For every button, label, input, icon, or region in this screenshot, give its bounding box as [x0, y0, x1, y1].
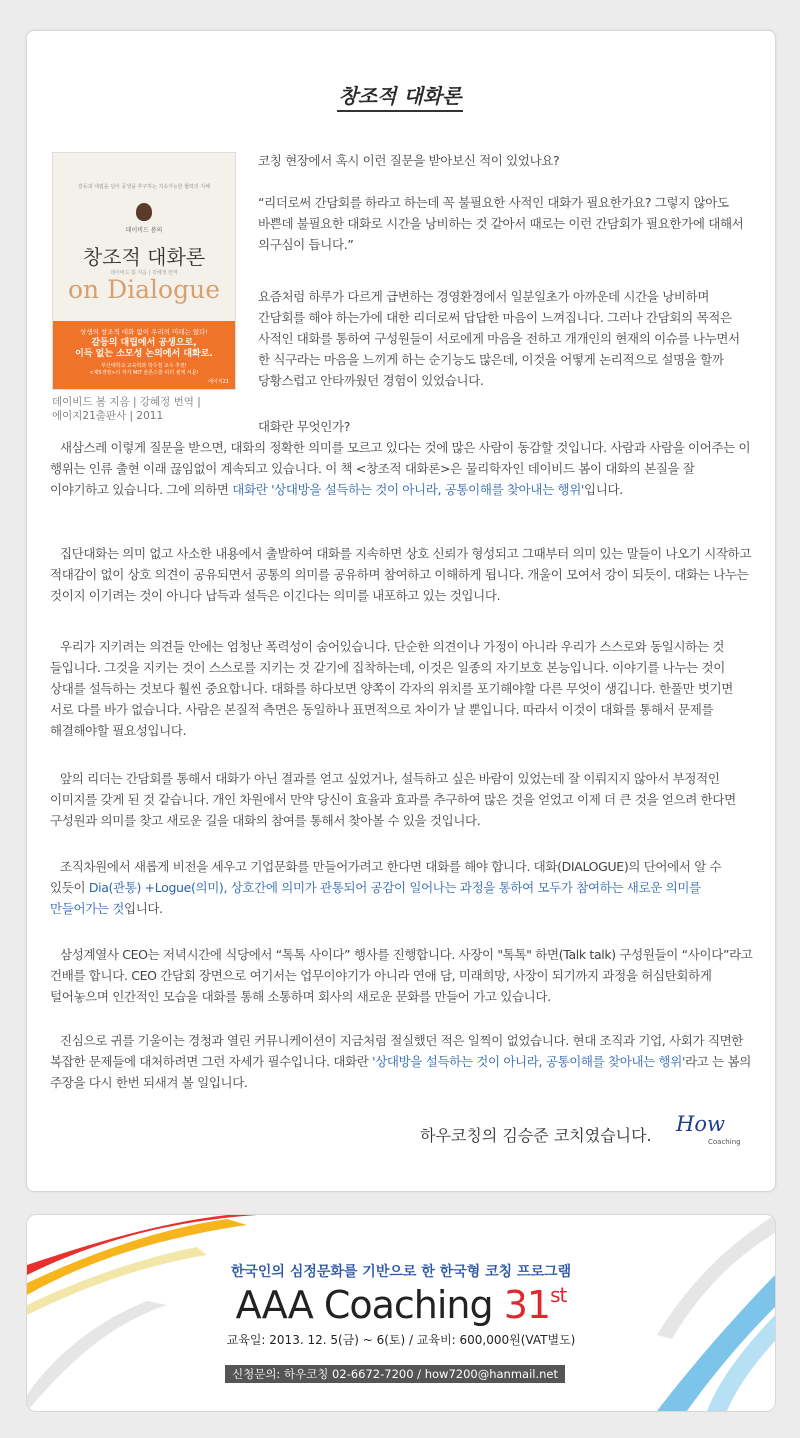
book-band	[53, 321, 235, 389]
signature-text: 하우코칭의 김승준 코치였습니다.	[420, 1126, 652, 1145]
paragraph-definition: 새삼스레 이렇게 질문을 받으면, 대화의 정확한 의미를 모르고 있다는 것에 많은 사람이 동감할 것입니다. 사람과 사람을 이어주는 이 행위는 인류 출현 이래 끊임없이 계속되고 있습니다. 이 책 <창조적 대화론>은 물리학자인 데이비드 봄이 대화의 본질을 잘 이야기하고 있습니다. 그에 의하면 대화란 '상대방을 설득하는 것이 아니라, 공통이해를 찾아내는 행위'입니다.	[50, 440, 751, 497]
paragraph-leader-result: 앞의 리더는 간담회를 통해서 대화가 아닌 결과를 얻고 싶었거나, 설득하고 싶은 바람이 있었는데 잘 이뤄지지 않아서 부정적인 이미지를 갖게 된 것 같습니다. 개인 차원에서 만약 당신이 효율과 효과를 추구하여 많은 것을 얻었고 이제 더 큰 것을 얻으려 한다면 구성원과 의미를 찾고 새로운 길을 대화의 참여를 통해서 찾아볼 수 있을 것입니다.	[50, 771, 736, 828]
paragraph-leader-quote: “리더로써 간담회를 하라고 하는데 꼭 불필요한 사적인 대화가 필요한가요? 그렇지 않아도 바쁜데 불필요한 대화로 시간을 낭비하는 것 같아서 때로는 이런 간담회가 필요한가에 대해서 의구심이 듭니다.”	[258, 195, 744, 252]
paragraph-group-dialogue: 집단대화는 의미 없고 사소한 내용에서 출발하여 대화를 지속하면 상호 신뢰가 형성되고 그때부터 의미 있는 말들이 나오기 시작하고 적대감이 없이 상호 의견이 공유되면서 공통의 의미를 공유하며 참여하고 이해하게 됩니다. 개울이 모여서 강이 되듯이. 대화는 나누는 것이지 이기려는 것이 아니다 납득과 설득은 이긴다는 의미를 내포하고 있는 것입니다.	[50, 546, 752, 603]
highlight-definition: 대화란 '상대방을 설득하는 것이 아니라, 공통이해를 찾아내는 행위'	[232, 482, 585, 497]
book-tagline: 갈등과 대립을 넘어 공생을 추구하는 지속가능한 협력의 지혜	[78, 184, 210, 190]
book-caption: 데이비드 봄 지음 | 강혜정 번역 | 에이지21출판사 | 2011	[52, 396, 201, 422]
banner-main-title: AAA Coaching 31st	[235, 1283, 567, 1327]
book-band-line2: 갈등의 대립에서 공생으로, 이득 없는 소모성 논의에서 대화로.	[75, 338, 213, 359]
how-coaching-logo: How Coaching	[676, 1112, 741, 1146]
book-publisher-mark: 에이지21	[208, 379, 229, 385]
paragraph-conclusion: 진심으로 귀를 기울이는 경청과 열린 커뮤니케이션이 지금처럼 절실했던 적은 일찍이 없었습니다. 현대 조직과 기업, 사회가 직면한 복잡한 문제들에 대처하려면 그런 자세가 필수입니다. 대화란 '상대방을 설득하는 것이 아니라, 공통이해를 찾아내는 행위'라고 는 봄의 주장을 다시 한번 되새겨 볼 일입니다.	[50, 1033, 751, 1090]
paragraph-context: 요즘처럼 하루가 다르게 급변하는 경영환경에서 일분일초가 아까운데 시간을 낭비하며 간담회를 해야 하는가에 대한 리더로써 답답한 마음이 느껴집니다. 그러나 간담회의 목적은 사적인 대화를 통하여 구성원들이 서로에게 마음을 전하고 개개인의 현재의 이슈를 나누면서 한 식구라는 마음을 느끼게 하는 순기능도 많은데, 이것을 어떻게 논리적으로 설명을 할까 당황스럽고 안타까웠던 경험이 있었습니다.	[258, 289, 740, 388]
banner-contact[interactable]: 신청문의: 하우코칭 02-6672-7200 / how7200@hanmail.net	[225, 1365, 565, 1383]
book-cover-image	[52, 152, 236, 390]
book-band-line3: 부산대학교 교육학과 박수철 교수 추천! <제5경영>의 저자 MIT 슬론스쿨 피터 센게 서문!	[89, 363, 199, 376]
paragraph-intro-question: 코칭 현장에서 혹시 이런 질문을 받아보신 적이 있었나요?	[258, 153, 560, 168]
highlight-definition-repeat: '상대방을 설득하는 것이 아니라, 공통이해를 찾아내는 행위'	[372, 1054, 686, 1069]
highlight-dia-logue: Dia(관통) +Logue(의미), 상호간에 의미가 관통되어 공감이 일어나는 과정을 통하여 모두가 참여하는 새로운 의미를 만들어가는 것	[50, 880, 701, 916]
banner-date-fee: 교육일: 2013. 12. 5(금) ~ 6(토) / 교육비: 600,000원(VAT별도)	[226, 1333, 576, 1347]
book-band-line1: 상생의 창조적 대화 없이 우리의 미래는 없다!	[79, 328, 209, 336]
aaa-coaching-banner[interactable]	[26, 1214, 776, 1412]
author-portrait	[136, 203, 152, 221]
paragraph-samsung: 삼성계열사 CEO는 저녁시간에 식당에서 “톡톡 사이다” 행사를 진행합니다. 사장이 "톡톡" 하면(Talk talk) 구성원들이 “사이다”라고 건배를 합니다. CEO 간담회 장면으로 여기서는 업무이야기가 아니라 연애 담, 미래희망, 사장이 되기까지 과정을 허심탄회하게 털어놓으며 인간적인 모습을 대화를 통해 소통하며 회사의 새로운 문화를 만들어 가고 있습니다.	[50, 947, 753, 1004]
book-english-title: on Dialogue	[68, 275, 220, 304]
heading-what-is-dialogue: 대화란 무엇인가?	[258, 419, 350, 434]
book-author: 데이비드 봄의	[125, 227, 163, 234]
book-small-credit: 데이비드 봄 지음 | 강혜정 번역	[110, 270, 178, 276]
paragraph-organization: 조직차원에서 새롭게 비전을 세우고 기업문화를 만들어가려고 한다면 대화를 해야 합니다. 대화(DIALOGUE)의 단어에서 알 수 있듯이 Dia(관통) +Logue(의미), 상호간에 의미가 관통되어 공감이 일어나는 과정을 통하여 모두가 참여하는 새로운 의미를 만들어가는 것입니다.	[50, 859, 722, 916]
paragraph-opinions: 우리가 지키려는 의견들 안에는 엄청난 폭력성이 숨어있습니다. 단순한 의견이나 가정이 아니라 우리가 스스로와 동일시하는 것 들입니다. 그것을 지키는 것이 스스로를 지키는 것 같기에 집착하는데, 이것은 일종의 자기보호 본능입니다. 이야기를 나누는 것이 상대를 설득하는 것보다 훨씬 중요합니다. 대화를 하다보면 양쪽이 각자의 위치를 포기해야할 다른 무엇이 생깁니다. 한풀만 벗기면 서로 다를 바가 없습니다. 사람은 본질적 측면은 동일하나 표면적으로 차이가 날 뿐입니다. 따라서 이것이 대화를 통해서 문제를 해결해야할 필요성입니다.	[50, 639, 734, 738]
banner-subtitle: 한국인의 심정문화를 기반으로 한 한국형 코칭 프로그램	[230, 1264, 572, 1280]
book-korean-title: 창조적 대화론	[82, 245, 206, 269]
page-title: 창조적 대화론	[0, 80, 800, 109]
